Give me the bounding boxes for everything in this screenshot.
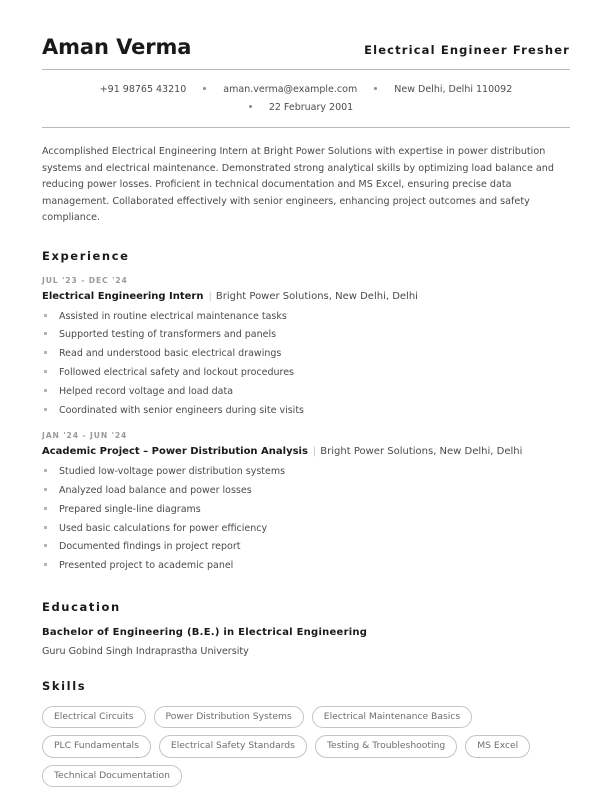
entry-heading (42, 290, 570, 304)
list-item: Followed electrical safety and lockout procedures (42, 366, 570, 385)
entry-organization: Bright Power Solutions, New Delhi, Delhi (215, 290, 418, 302)
skills-chip-list (42, 706, 562, 788)
section-title-skills: Skills (42, 678, 87, 693)
entry-heading (42, 445, 570, 459)
experience-entry (42, 276, 570, 423)
section-experience (42, 249, 570, 578)
list-item: Studied low-voltage power distribution systems (42, 465, 570, 484)
separator-dot-icon (249, 105, 252, 108)
section-title-education: Education (42, 599, 121, 614)
skill-chip: PLC Fundamentals (42, 735, 151, 758)
contact-line-primary (42, 81, 570, 99)
list-item: Supported testing of transformers and panels (42, 328, 570, 347)
experience-entry (42, 431, 570, 578)
entry-separator-icon: | (312, 446, 317, 458)
skill-chip: Electrical Safety Standards (159, 735, 307, 758)
skill-chip: Electrical Circuits (42, 706, 146, 729)
contact-location: New Delhi, Delhi 110092 (394, 84, 513, 96)
entry-role: Academic Project – Power Distribution Analysis (42, 446, 308, 458)
professional-summary: Accomplished Electrical Engineering Intern at Bright Power Solutions with expertise in power distribution systems and electrical maintenance. Demonstrated strong analytical skills by optimizing load balance and reducing power losses. Proficient in technical documentation and MS Excel, ensuring precise data management. Collaborated effectively with senior engineers, enhancing project outcomes and safety compliance. (42, 146, 554, 224)
entry-bullet-list (42, 465, 570, 578)
entry-separator-icon: | (208, 290, 212, 302)
list-item: Read and understood basic electrical drawings (42, 347, 570, 366)
education-degree: Bachelor of Engineering (B.E.) in Electrical Engineering (42, 626, 368, 638)
contact-block (42, 70, 570, 127)
list-item: Documented findings in project report (42, 540, 570, 559)
section-skills (42, 679, 570, 788)
entry-bullet-list (42, 310, 570, 423)
skill-chip: MS Excel (465, 735, 530, 758)
entry-dates: JUL '23 - DEC '24 (42, 275, 128, 285)
candidate-name: Aman Verma (42, 35, 192, 59)
education-school: Guru Gobind Singh Indraprastha University (42, 645, 249, 657)
skill-chip: Power Distribution Systems (154, 706, 304, 729)
contact-date-of-birth: 22 February 2001 (268, 102, 354, 114)
contact-line-secondary (42, 99, 570, 117)
entry-role: Electrical Engineering Intern (42, 290, 204, 302)
list-item: Assisted in routine electrical maintenance tasks (42, 310, 570, 329)
list-item: Prepared single-line diagrams (42, 503, 570, 522)
resume-header (42, 36, 570, 69)
contact-phone: +91 98765 43210 (99, 84, 187, 96)
section-title-experience: Experience (42, 248, 130, 263)
separator-dot-icon (203, 87, 206, 90)
list-item: Coordinated with senior engineers during site visits (42, 404, 570, 423)
entry-organization: Bright Power Solutions, New Delhi, Delhi (320, 446, 523, 458)
section-education (42, 600, 570, 657)
list-item: Helped record voltage and load data (42, 385, 570, 404)
separator-dot-icon (374, 87, 377, 90)
list-item: Presented project to academic panel (42, 559, 570, 578)
skill-chip: Testing & Troubleshooting (315, 735, 457, 758)
candidate-headline: Electrical Engineer Fresher (364, 43, 570, 57)
entry-dates: JAN '24 - JUN '24 (42, 431, 128, 441)
education-entry (42, 627, 570, 657)
list-item: Used basic calculations for power efficiency (42, 522, 570, 541)
list-item: Analyzed load balance and power losses (42, 484, 570, 503)
skill-chip: Technical Documentation (42, 765, 182, 788)
contact-email: aman.verma@example.com (223, 84, 358, 96)
skill-chip: Electrical Maintenance Basics (312, 706, 472, 729)
